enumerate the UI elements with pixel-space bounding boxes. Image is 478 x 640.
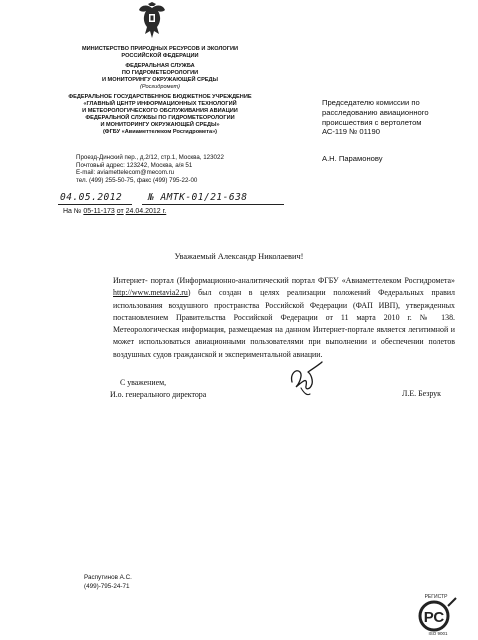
closing-regards: С уважением, bbox=[120, 378, 167, 387]
reference-number: 05-11-173 bbox=[83, 208, 115, 215]
sender-email: E-mail: aviamettelecom@mecom.ru bbox=[76, 169, 175, 177]
salutation: Уважаемый Александр Николаевич! bbox=[174, 252, 304, 261]
agency-header bbox=[60, 94, 260, 136]
sender-phone-fax: тел. (499) 255-50-75, факс (499) 795-22-00 bbox=[76, 176, 198, 184]
addressee-name: А.Н. Парамонову bbox=[322, 154, 383, 163]
date-underline bbox=[58, 204, 132, 205]
addressee-block bbox=[322, 98, 462, 137]
portal-link[interactable]: http://www.metavia2.ru bbox=[113, 288, 188, 298]
agency-line: И МЕТЕОРОЛОГИЧЕСКОГО ОБСЛУЖИВАНИЯ АВИАЦИИ bbox=[82, 108, 238, 114]
ministry-line: РОССИЙСКОЙ ФЕДЕРАЦИИ bbox=[121, 53, 199, 59]
certification-mark-icon bbox=[412, 592, 460, 636]
executor-block bbox=[84, 574, 132, 591]
reference-middle: от bbox=[116, 208, 124, 215]
reference-line bbox=[63, 208, 166, 215]
cert-bottom-text: ISO 9001 bbox=[428, 631, 448, 636]
sender-postal-address: Почтовый адрес: 123242, Москва, а/я 51 bbox=[76, 161, 193, 169]
coat-of-arms-emblem-icon bbox=[137, 2, 167, 42]
ministry-line: ПО ГИДРОМЕТЕОРОЛОГИИ bbox=[121, 70, 199, 76]
sender-address: Проезд-Динский пер., д.2/12, стр.1, Москва, 123022 bbox=[76, 154, 224, 161]
agency-line: ФЕДЕРАЛЬНОЕ ГОСУДАРСТВЕННОЕ БЮДЖЕТНОЕ УЧРЕЖДЕНИЕ bbox=[68, 94, 252, 100]
ministry-line: МИНИСТЕРСТВО ПРИРОДНЫХ РЕСУРСОВ И ЭКОЛОГИИ bbox=[81, 46, 238, 52]
outgoing-number: № АМТК-01/21-638 bbox=[148, 192, 248, 203]
ministry-line: (Росгидромет) bbox=[139, 84, 181, 90]
addressee-line: происшествия с вертолетом bbox=[322, 117, 422, 127]
addressee-line: АС-119 № 01190 bbox=[322, 127, 380, 137]
outgoing-date: 04.05.2012 bbox=[60, 192, 123, 203]
cert-top-text: РЕГИСТР bbox=[424, 594, 448, 600]
handwritten-signature bbox=[286, 360, 326, 402]
agency-line: И МОНИТОРИНГУ ОКРУЖАЮЩЕЙ СРЕДЫ» bbox=[100, 122, 220, 128]
reference-prefix: На № bbox=[63, 208, 82, 215]
body-text-rest: ) был создан в целях реализации положений Федеральных правил использования воздушного пространства Российской Федерации (ФАП ИВП), утвержденных постановлением Правительства Российской Федерации от 11 марта 2010 г. № 138. Метеорологическая информация, размещаемая на данном Интернет-портале является легитимной и может использоваться авиационными пользователями при выполнении и обеспечении полетов воздушных судов гражданской и экспериментальной авиации. bbox=[113, 288, 455, 359]
signer-name: Л.Е. Безрук bbox=[402, 389, 441, 398]
body-text-start: Интернет- портал (Информационно-аналитический портал ФГБУ «Авиаметтелеком Росгидромета» bbox=[113, 276, 455, 285]
cert-letters: РС bbox=[423, 609, 445, 626]
closing-block bbox=[110, 377, 206, 400]
reference-date: 24.04.2012 г. bbox=[125, 208, 167, 215]
executor-phone: (499)-795-24-71 bbox=[84, 582, 130, 590]
signer-title: И.о. генерального директора bbox=[110, 389, 207, 399]
ministry-line: ФЕДЕРАЛЬНАЯ СЛУЖБА bbox=[125, 63, 195, 69]
agency-line: «ГЛАВНЫЙ ЦЕНТР ИНФОРМАЦИОННЫХ ТЕХНОЛОГИЙ bbox=[83, 101, 237, 107]
body-paragraph bbox=[113, 275, 455, 361]
number-underline bbox=[142, 204, 284, 205]
agency-line: (ФГБУ «Авиаметтелеком Росгидромета») bbox=[102, 129, 218, 135]
addressee-line: Председателю комиссии по bbox=[322, 98, 420, 107]
outgoing-registration bbox=[58, 194, 288, 206]
ministry-header bbox=[60, 46, 260, 91]
agency-line: ФЕДЕРАЛЬНОЙ СЛУЖБЫ ПО ГИДРОМЕТЕОРОЛОГИИ bbox=[85, 115, 235, 121]
executor-name: Распутинов А.С. bbox=[84, 574, 132, 581]
sender-contacts bbox=[76, 154, 224, 184]
ministry-line: И МОНИТОРИНГУ ОКРУЖАЮЩЕЙ СРЕДЫ bbox=[101, 77, 218, 83]
addressee-line: расследованию авиационного bbox=[322, 107, 429, 117]
